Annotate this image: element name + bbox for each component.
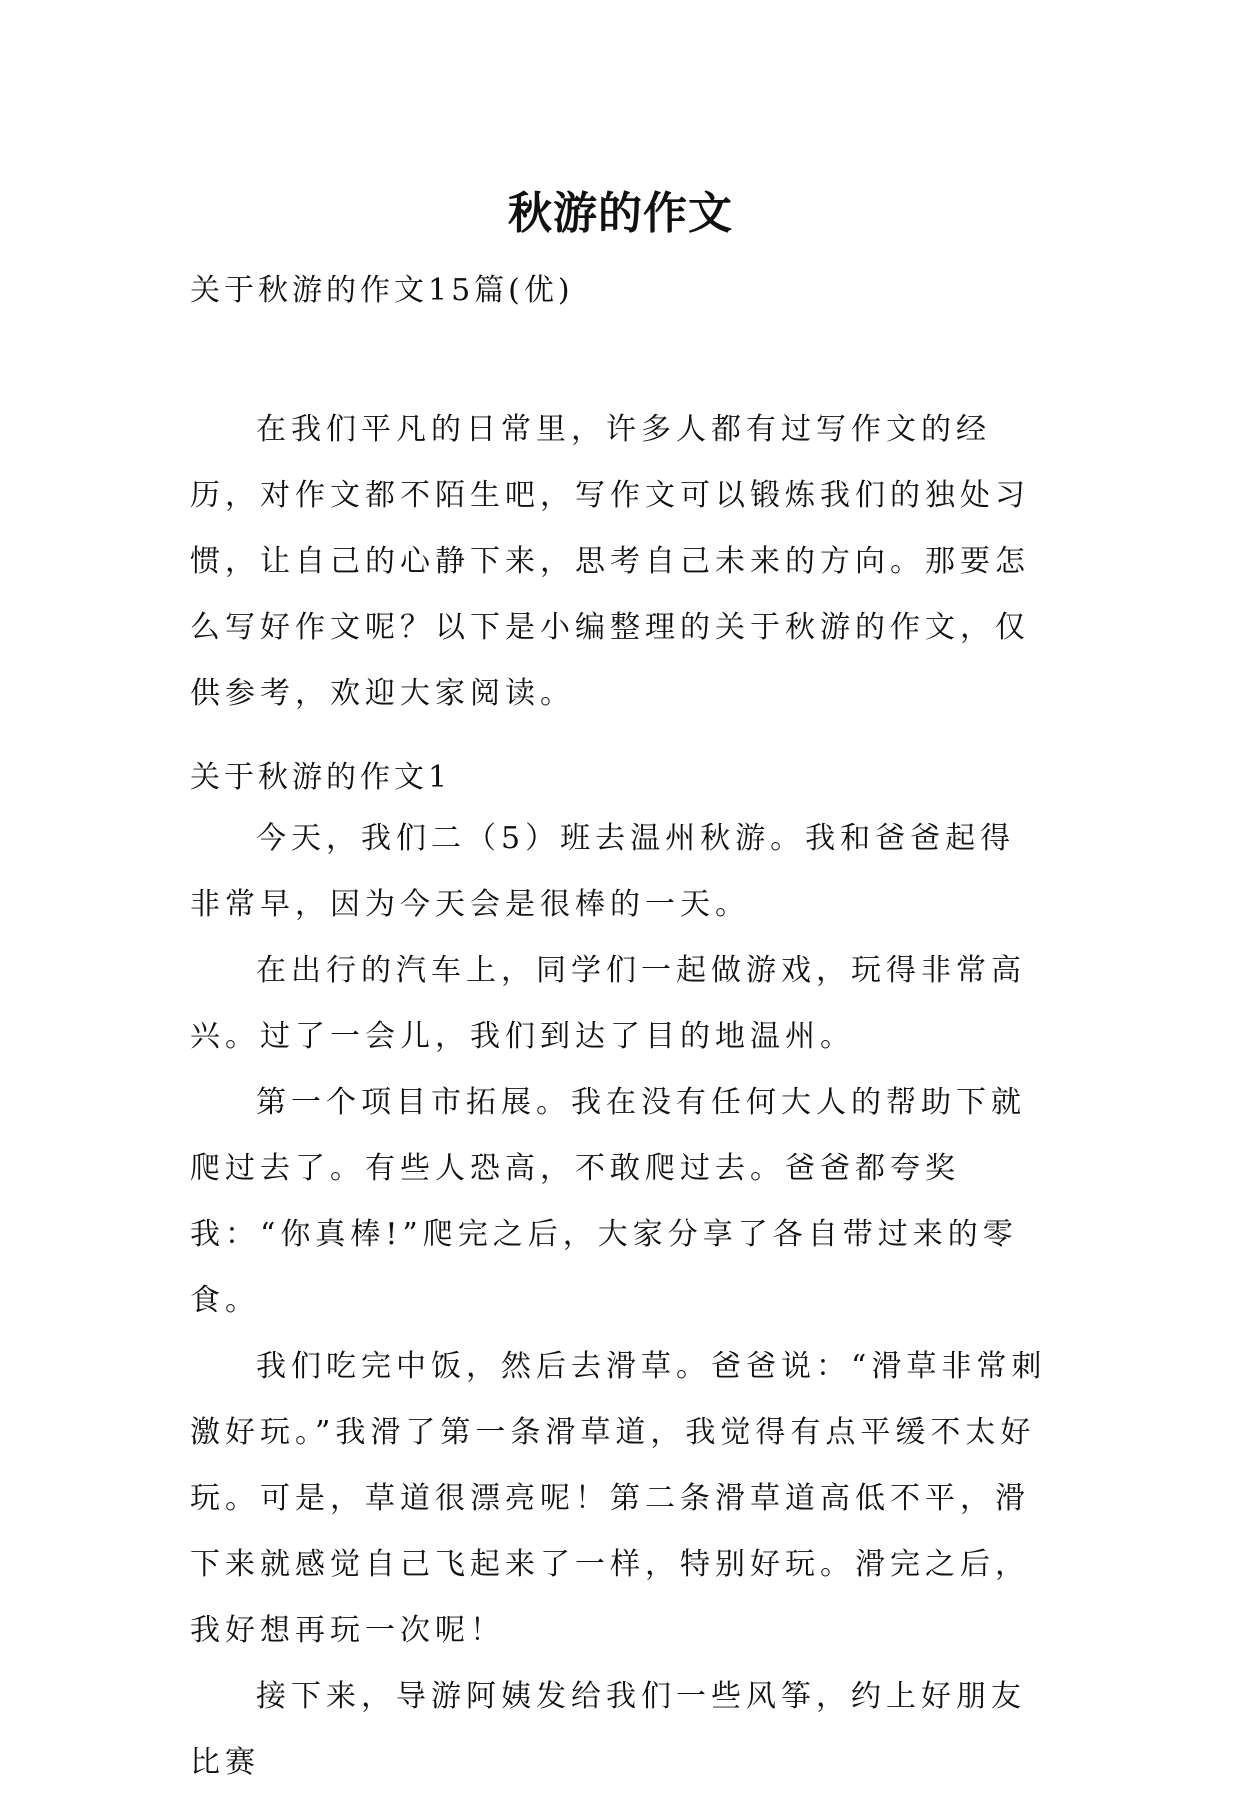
- section-heading: 关于秋游的作文1: [190, 760, 452, 795]
- intro-section: [190, 397, 1050, 727]
- page-title: 秋游的作文: [508, 188, 733, 240]
- essay-body: [190, 806, 1050, 1796]
- document-subtitle: 关于秋游的作文15篇(优): [190, 273, 574, 308]
- intro-paragraph: 在我们平凡的日常里，许多人都有过写作文的经历，对作文都不陌生吧，写作文可以锻炼我们的独处习惯，让自己的心静下来，思考自己未来的方向。那要怎么写好作文呢？以下是小编整理的关于秋游的作文，仅供参考，欢迎大家阅读。: [190, 412, 1030, 711]
- essay-paragraph: 我们吃完中饭，然后去滑草。爸爸说：“滑草非常刺激好玩。”我滑了第一条滑草道，我觉得有点平缓不太好玩。可是，草道很漂亮呢！第二条滑草道高低不平，滑下来就感觉自己飞起来了一样，特别好玩。滑完之后，我好想再玩一次呢！: [190, 1349, 1047, 1648]
- essay-paragraph: 第一个项目市拓展。我在没有任何大人的帮助下就爬过去了。有些人恐高，不敢爬过去。爸爸都夸奖我：“你真棒!”爬完之后，大家分享了各自带过来的零食。: [190, 1085, 1026, 1318]
- essay-paragraph: 接下来，导游阿姨发给我们一些风筝，约上好朋友比赛: [190, 1679, 1026, 1780]
- essay-paragraph: 今天，我们二（5）班去温州秋游。我和爸爸起得非常早，因为今天会是很棒的一天。: [190, 821, 1016, 922]
- essay-paragraph: 在出行的汽车上，同学们一起做游戏，玩得非常高兴。过了一会儿，我们到达了目的地温州。: [190, 953, 1026, 1054]
